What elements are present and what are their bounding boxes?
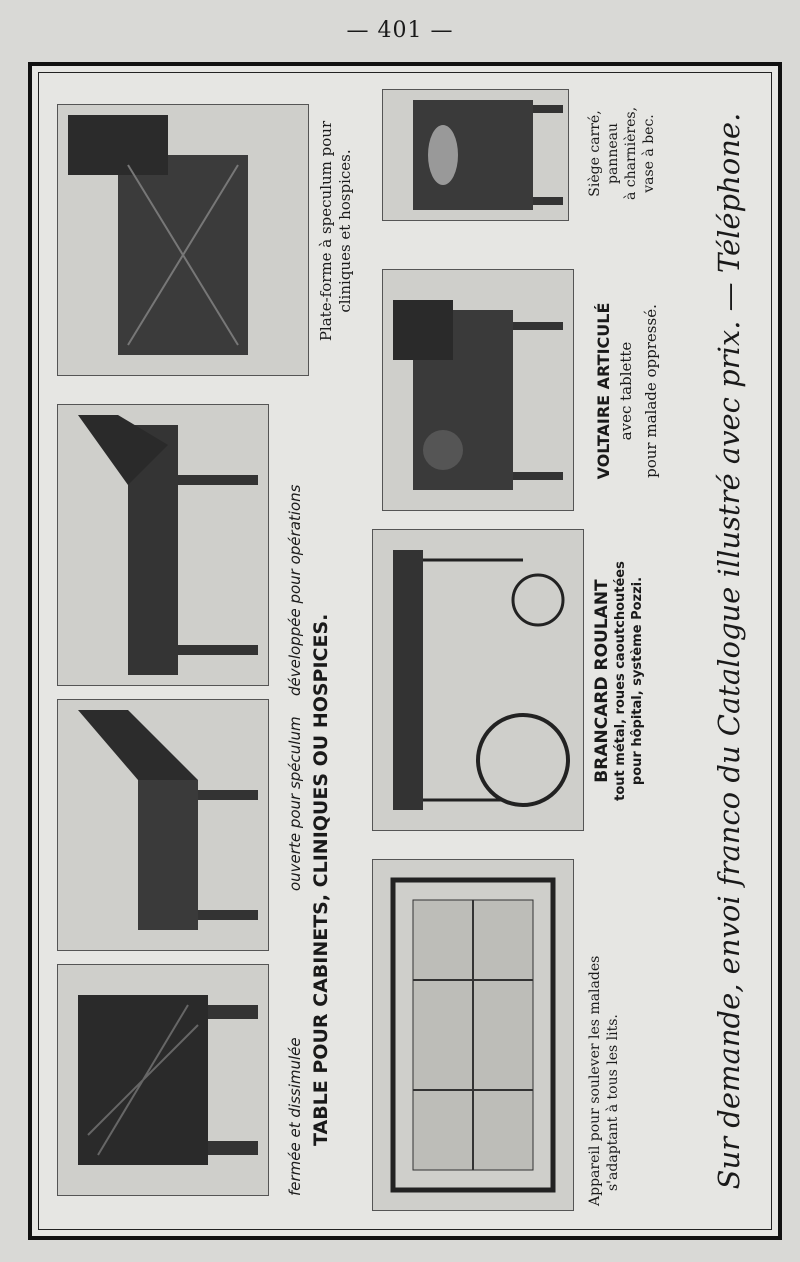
platform-caption-1: Plate-forme à speculum pour: [317, 120, 335, 342]
table-developed-engraving: [57, 404, 269, 686]
siege-caption-4: vase à bec.: [641, 114, 657, 193]
siege-caption-3: à charnières,: [623, 106, 639, 201]
footer-catalogue-line: Sur demande, envoi franco du Catalogue illustré avec prix. — Téléphone.: [712, 112, 746, 1190]
brancard-caption-2: pour hôpital, système Pozzi.: [630, 576, 645, 786]
armchair-engraving: [382, 269, 574, 511]
caption-open: ouverte pour spéculum: [286, 716, 304, 891]
siege-caption-2: panneau: [605, 123, 621, 184]
table-section-title: TABLE POUR CABINETS, CLINIQUES OU HOSPICES.: [310, 613, 332, 1146]
rotated-advertisement: [42, 76, 768, 1226]
stretcher-engraving: [372, 529, 584, 831]
caption-closed: fermée et dissimulée: [286, 1037, 304, 1196]
caption-developed: développée pour opérations: [286, 484, 304, 696]
commode-engraving: [382, 89, 569, 221]
table-open-engraving: [57, 699, 269, 951]
table-closed-engraving: [57, 964, 269, 1196]
siege-caption-1: Siège carré,: [587, 110, 603, 197]
voltaire-caption-2: pour malade oppressé.: [642, 304, 660, 478]
page-number: — 401 —: [346, 18, 454, 43]
brancard-title: BRANCARD ROULANT: [592, 579, 612, 783]
appareil-caption-2: s'adaptant à tous les lits.: [605, 1014, 621, 1191]
platform-engraving: [57, 104, 309, 376]
voltaire-caption-1: avec tablette: [617, 341, 635, 441]
voltaire-title: VOLTAIRE ARTICULÉ: [594, 302, 613, 480]
platform-caption-2: cliniques et hospices.: [336, 149, 354, 313]
appareil-caption-1: Appareil pour soulever les malades: [587, 955, 603, 1206]
lift-apparatus-engraving: [372, 859, 574, 1211]
brancard-caption-1: tout métal, roues caoutchoutées: [613, 561, 628, 801]
